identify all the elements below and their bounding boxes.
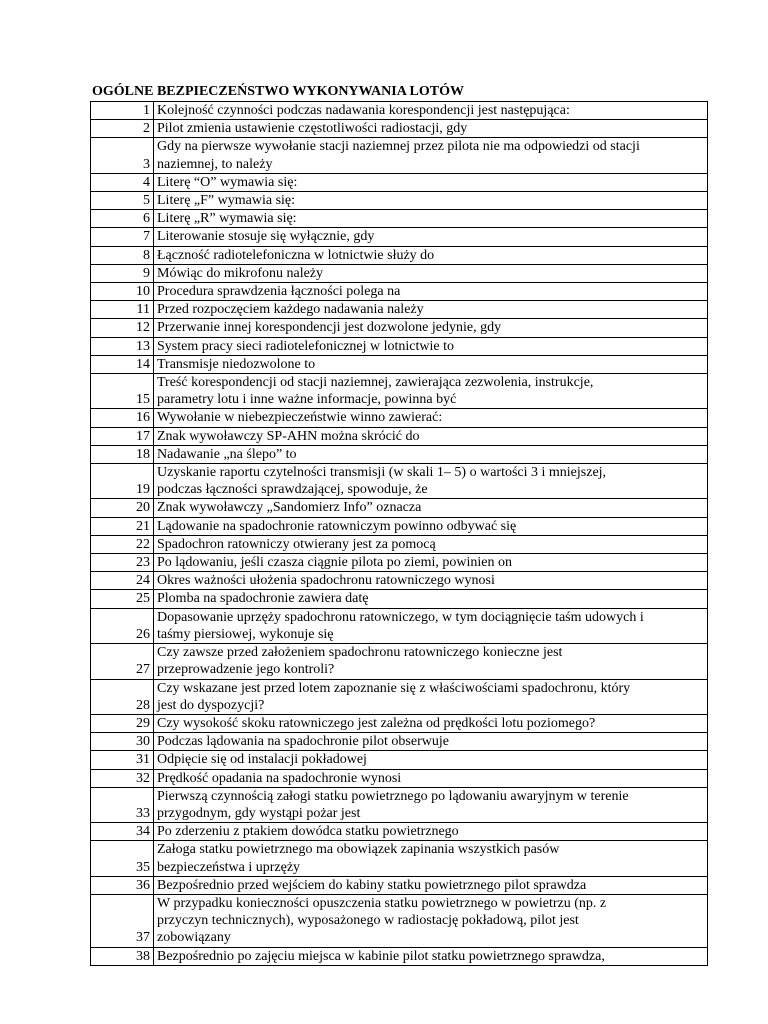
question-number: 2 xyxy=(91,120,154,138)
table-row xyxy=(91,517,708,535)
table-row xyxy=(91,733,708,751)
question-text-line: Dopasowanie uprzęży spadochronu ratowniczego, w tym dociągnięcie taśm udowych i xyxy=(157,609,644,625)
question-number: 10 xyxy=(91,283,154,301)
table-row xyxy=(91,947,708,965)
table-row xyxy=(91,427,708,445)
table-row xyxy=(91,572,708,590)
question-text-line: Uzyskanie raportu czytelności transmisji (w skali 1– 5) o wartości 3 i mniejszej, xyxy=(157,465,607,481)
table-row xyxy=(91,876,708,894)
question-text-line: Bezpośrednio przed wejściem do kabiny statku powietrznego pilot sprawdza xyxy=(157,877,587,893)
table-row xyxy=(91,679,708,714)
question-text xyxy=(154,409,708,427)
table-row xyxy=(91,246,708,264)
question-text-line: Łączność radiotelefoniczna w lotnictwie służy do xyxy=(157,247,435,263)
table-row xyxy=(91,590,708,608)
question-text xyxy=(154,301,708,319)
table-row xyxy=(91,823,708,841)
question-text xyxy=(154,192,708,210)
question-number: 26 xyxy=(91,608,154,643)
question-text xyxy=(154,120,708,138)
question-text-line: W przypadku konieczności opuszczenia statku powietrznego w powietrzu (np. z xyxy=(157,895,607,911)
question-number: 23 xyxy=(91,554,154,572)
question-text-line: Literę “O” wymawia się: xyxy=(157,174,298,190)
question-text xyxy=(154,947,708,965)
question-text-line: Plomba na spadochronie zawiera datę xyxy=(157,591,369,607)
table-row xyxy=(91,120,708,138)
question-number: 4 xyxy=(91,173,154,191)
question-number: 14 xyxy=(91,355,154,373)
question-number: 5 xyxy=(91,192,154,210)
question-number: 16 xyxy=(91,409,154,427)
table-row xyxy=(91,464,708,499)
question-text-line: Lądowanie na spadochronie ratowniczym powinno odbywać się xyxy=(157,518,517,534)
question-text-line: Nadawanie „na ślepo” to xyxy=(157,446,297,462)
question-text-line: Wywołanie w niebezpieczeństwie winno zawierać: xyxy=(157,410,443,426)
question-number: 3 xyxy=(91,138,154,173)
question-number: 35 xyxy=(91,841,154,876)
question-text-line: Literę „F” wymawia się: xyxy=(157,193,296,209)
question-number: 17 xyxy=(91,427,154,445)
table-row xyxy=(91,554,708,572)
question-text-line: Procedura sprawdzenia łączności polega na xyxy=(157,284,401,300)
table-row xyxy=(91,374,708,409)
question-text xyxy=(154,554,708,572)
table-row xyxy=(91,769,708,787)
question-text-line: przyczyn technicznych), wyposażonego w radiostację pokładową, pilot jest xyxy=(157,913,579,929)
question-number: 27 xyxy=(91,644,154,679)
questions-table-body xyxy=(91,102,708,966)
questions-table xyxy=(90,101,708,966)
question-text xyxy=(154,644,708,679)
question-text-line: zobowiązany xyxy=(157,930,231,946)
question-text-line: Odpięcie się od instalacji pokładowej xyxy=(157,752,367,768)
table-row xyxy=(91,841,708,876)
question-text xyxy=(154,841,708,876)
question-text-line: naziemnej, to należy xyxy=(157,156,273,172)
question-text xyxy=(154,337,708,355)
question-text-line: Pierwszą czynnością załogi statku powietrznego po lądowaniu awaryjnym w terenie xyxy=(157,788,629,804)
question-number: 24 xyxy=(91,572,154,590)
question-number: 32 xyxy=(91,769,154,787)
table-row xyxy=(91,210,708,228)
table-row xyxy=(91,102,708,120)
question-text xyxy=(154,464,708,499)
question-text-line: bezpieczeństwa i uprzęży xyxy=(157,859,301,875)
question-text-line: przeprowadzenie jego kontroli? xyxy=(157,662,335,678)
question-number: 19 xyxy=(91,464,154,499)
question-text xyxy=(154,769,708,787)
question-text xyxy=(154,733,708,751)
question-text xyxy=(154,246,708,264)
question-number: 25 xyxy=(91,590,154,608)
question-text xyxy=(154,823,708,841)
table-row xyxy=(91,283,708,301)
question-number: 28 xyxy=(91,679,154,714)
question-number: 22 xyxy=(91,535,154,553)
question-text xyxy=(154,572,708,590)
question-text-line: Po zderzeniu z ptakiem dowódca statku powietrznego xyxy=(157,824,459,840)
table-row xyxy=(91,644,708,679)
question-text-line: jest do dyspozycji? xyxy=(157,697,265,713)
question-text-line: Znak wywoławczy SP-AHN można skrócić do xyxy=(157,428,420,444)
question-text-line: Transmisje niedozwolone to xyxy=(157,356,316,372)
question-text xyxy=(154,894,708,947)
question-text-line: przygodnym, gdy wystąpi pożar jest xyxy=(157,805,361,821)
table-row xyxy=(91,319,708,337)
question-number: 13 xyxy=(91,337,154,355)
question-text-line: System pracy sieci radiotelefonicznej w lotnictwie to xyxy=(157,338,455,354)
question-text xyxy=(154,876,708,894)
question-text xyxy=(154,590,708,608)
question-text xyxy=(154,102,708,120)
question-number: 29 xyxy=(91,714,154,732)
table-row xyxy=(91,608,708,643)
table-row xyxy=(91,894,708,947)
question-text-line: Czy wskazane jest przed lotem zapoznanie się z właściwościami spadochronu, który xyxy=(157,680,631,696)
question-text-line: Treść korespondencji od stacji naziemnej, zawierająca zezwolenia, instrukcje, xyxy=(157,375,594,391)
question-number: 33 xyxy=(91,787,154,822)
question-number: 6 xyxy=(91,210,154,228)
question-text xyxy=(154,427,708,445)
question-text-line: Znak wywoławczy „Sandomierz Info” oznacza xyxy=(157,500,422,516)
table-row xyxy=(91,138,708,173)
question-text xyxy=(154,210,708,228)
question-text-line: Spadochron ratowniczy otwierany jest za pomocą xyxy=(157,536,436,552)
question-text-line: Okres ważności ułożenia spadochronu ratowniczego wynosi xyxy=(157,573,495,589)
question-number: 37 xyxy=(91,894,154,947)
question-number: 20 xyxy=(91,499,154,517)
question-text-line: Czy wysokość skoku ratowniczego jest zależna od prędkości lotu poziomego? xyxy=(157,715,596,731)
table-row xyxy=(91,499,708,517)
question-number: 8 xyxy=(91,246,154,264)
table-row xyxy=(91,355,708,373)
question-text xyxy=(154,445,708,463)
question-text xyxy=(154,264,708,282)
question-text-line: podczas łączności sprawdzającej, spowoduje, że xyxy=(157,482,428,498)
question-text-line: Podczas lądowania na spadochronie pilot obserwuje xyxy=(157,734,449,750)
table-row xyxy=(91,228,708,246)
question-text xyxy=(154,228,708,246)
table-row xyxy=(91,751,708,769)
table-row xyxy=(91,445,708,463)
question-text-line: Prędkość opadania na spadochronie wynosi xyxy=(157,770,402,786)
question-text xyxy=(154,499,708,517)
question-number: 1 xyxy=(91,102,154,120)
question-text xyxy=(154,714,708,732)
question-number: 21 xyxy=(91,517,154,535)
question-text-line: Kolejność czynności podczas nadawania korespondencji jest następująca: xyxy=(157,103,570,118)
question-text xyxy=(154,283,708,301)
question-text xyxy=(154,138,708,173)
question-text-line: Załoga statku powietrznego ma obowiązek zapinania wszystkich pasów xyxy=(157,842,560,858)
question-number: 7 xyxy=(91,228,154,246)
question-text-line: Gdy na pierwsze wywołanie stacji naziemnej przez pilota nie ma odpowiedzi od stacji xyxy=(157,139,640,155)
question-text-line: Literę „R” wymawia się: xyxy=(157,211,297,227)
table-row xyxy=(91,192,708,210)
question-text xyxy=(154,355,708,373)
question-number: 36 xyxy=(91,876,154,894)
question-text xyxy=(154,319,708,337)
question-number: 38 xyxy=(91,947,154,965)
question-text-line: taśmy piersiowej, wykonuje się xyxy=(157,626,334,642)
question-number: 9 xyxy=(91,264,154,282)
table-row xyxy=(91,409,708,427)
question-text-line: parametry lotu i inne ważne informacje, powinna być xyxy=(157,392,457,408)
question-number: 34 xyxy=(91,823,154,841)
table-row xyxy=(91,264,708,282)
question-number: 12 xyxy=(91,319,154,337)
question-text xyxy=(154,173,708,191)
table-row xyxy=(91,535,708,553)
question-text xyxy=(154,787,708,822)
question-text xyxy=(154,608,708,643)
question-number: 15 xyxy=(91,374,154,409)
question-text-line: Mówiąc do mikrofonu należy xyxy=(157,265,324,281)
table-row xyxy=(91,787,708,822)
question-number: 18 xyxy=(91,445,154,463)
question-text-line: Literowanie stosuje się wyłącznie, gdy xyxy=(157,229,375,245)
question-text xyxy=(154,751,708,769)
question-text-line: Pilot zmienia ustawienie częstotliwości radiostacji, gdy xyxy=(157,121,468,137)
question-text-line: Czy zawsze przed założeniem spadochronu ratowniczego konieczne jest xyxy=(157,645,563,661)
document-title: OGÓLNE BEZPIECZEŃSTWO WYKONYWANIA LOTÓW xyxy=(92,84,464,99)
table-row xyxy=(91,173,708,191)
question-number: 11 xyxy=(91,301,154,319)
question-text-line: Po lądowaniu, jeśli czasza ciągnie pilota po ziemi, powinien on xyxy=(157,555,512,571)
question-text xyxy=(154,535,708,553)
question-number: 31 xyxy=(91,751,154,769)
question-text xyxy=(154,374,708,409)
question-text-line: Bezpośrednio po zajęciu miejsca w kabinie pilot statku powietrznego sprawdza, xyxy=(157,948,605,964)
question-number: 30 xyxy=(91,733,154,751)
table-row xyxy=(91,337,708,355)
question-text xyxy=(154,679,708,714)
question-text-line: Przerwanie innej korespondencji jest dozwolone jedynie, gdy xyxy=(157,320,502,336)
question-text-line: Przed rozpoczęciem każdego nadawania należy xyxy=(157,302,424,318)
table-row xyxy=(91,301,708,319)
question-text xyxy=(154,517,708,535)
table-row xyxy=(91,714,708,732)
